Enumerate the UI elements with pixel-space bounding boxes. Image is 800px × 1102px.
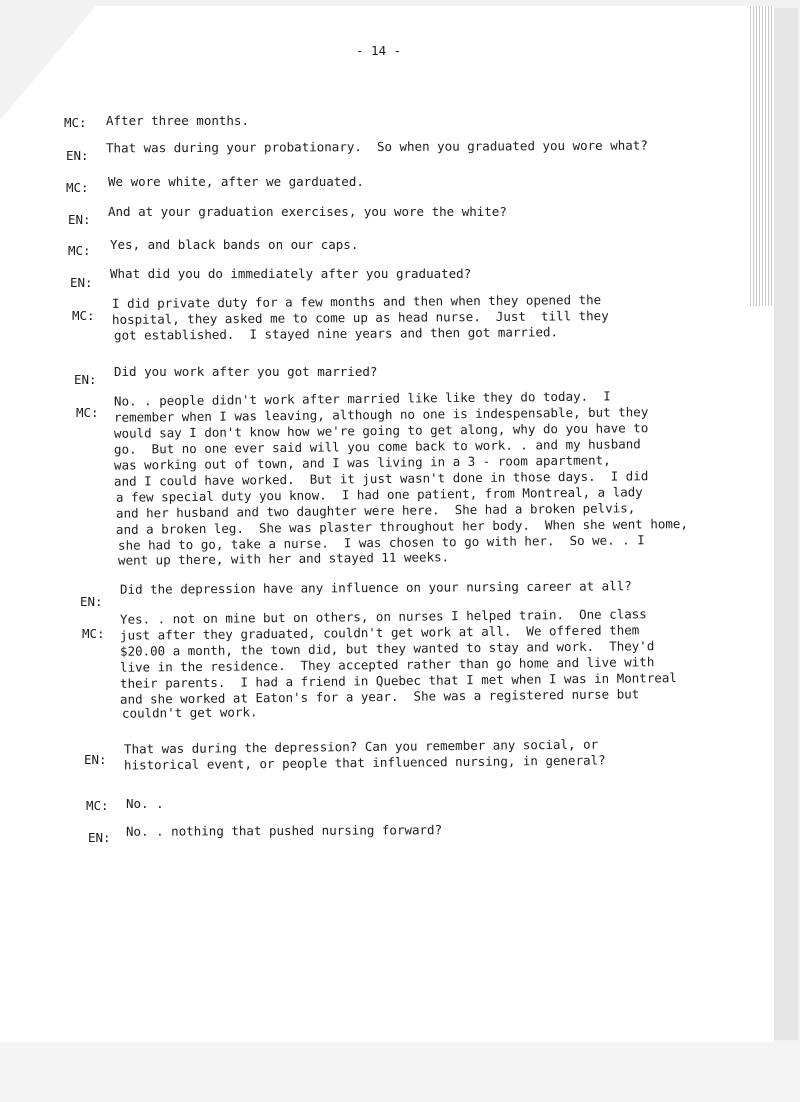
transcript-line: $20.00 a month, the town did, but they wanted to stay and work. They'd bbox=[119, 638, 655, 659]
transcript-line: would say I don't know how we're going to get along, why do you have to bbox=[113, 420, 649, 441]
transcript-line: We wore white, after we garduated. bbox=[108, 174, 364, 189]
transcript-line: and she worked at Eaton's for a year. She was a registered nurse but bbox=[119, 686, 640, 707]
transcript-line: their parents. I had a friend in Quebec that I met when I was in Montreal bbox=[119, 670, 677, 691]
transcript-line: And at your graduation exercises, you wore the white? bbox=[108, 204, 507, 219]
transcript-line: and a broken leg. She was plaster throughout her body. When she went home, bbox=[115, 516, 689, 537]
transcript-line: go. But no one ever said will you come back to work. . and my husband bbox=[113, 436, 641, 457]
speaker-label: MC: bbox=[72, 308, 95, 323]
transcript-line: What did you do immediately after you graduated? bbox=[110, 266, 472, 281]
transcript-line: went up there, with her and stayed 11 weeks. bbox=[117, 549, 450, 568]
speaker-label: MC: bbox=[68, 243, 91, 258]
speaker-label: MC: bbox=[64, 115, 87, 130]
page-edge-lines bbox=[748, 6, 774, 306]
speaker-label: EN: bbox=[70, 275, 93, 290]
speaker-label: EN: bbox=[74, 372, 97, 387]
transcript-line: Yes. . not on mine but on others, on nurses I helped train. One class bbox=[119, 606, 647, 627]
transcript-line: couldn't get work. bbox=[121, 704, 258, 721]
transcript-line: hospital, they asked me to come up as head nurse. Just till they bbox=[111, 308, 609, 327]
transcript-line: and her husband and two daughter were here. She had a broken pelvis, bbox=[115, 500, 636, 521]
transcript-line: No. . bbox=[126, 796, 164, 811]
transcript-line: got established. I stayed nine years and then got married. bbox=[113, 324, 559, 343]
speaker-label: MC: bbox=[86, 798, 109, 813]
speaker-label: MC: bbox=[66, 180, 89, 195]
transcript-line: After three months. bbox=[106, 113, 249, 128]
transcript-line: Did you work after you got married? bbox=[114, 364, 378, 379]
transcript-line: remember when I was leaving, although no one is indespensable, but they bbox=[113, 404, 649, 425]
speaker-label: MC: bbox=[76, 405, 99, 420]
transcript-line: No. . nothing that pushed nursing forward? bbox=[125, 822, 443, 839]
transcript-line: historical event, or people that influenced nursing, in general? bbox=[123, 752, 606, 773]
speaker-label: EN: bbox=[84, 752, 107, 767]
speaker-label: EN: bbox=[80, 594, 103, 609]
scan-bottom-margin bbox=[0, 1042, 800, 1102]
speaker-label: EN: bbox=[68, 212, 91, 227]
speaker-label: MC: bbox=[82, 626, 105, 641]
transcript-line: was working out of town, and I was living in a 3 - room apartment, bbox=[113, 452, 611, 473]
speaker-label: EN: bbox=[88, 830, 111, 845]
transcript-line: just after they graduated, couldn't get work at all. We offered them bbox=[119, 622, 640, 643]
transcript-line: and I could have worked. But it just wasn't done in those days. I did bbox=[113, 468, 649, 489]
transcript-line: No. . people didn't work after married like like they do today. I bbox=[113, 388, 611, 409]
speaker-label: EN: bbox=[66, 148, 89, 163]
transcript-line: That was during the depression? Can you remember any social, or bbox=[123, 736, 599, 757]
transcript-line: That was during your probationary. So when you graduated you wore what? bbox=[105, 137, 648, 156]
transcript-line: she had to go, take a nurse. I was chosen to go with her. So we. . I bbox=[117, 532, 645, 553]
transcript-line: a few special duty you know. I had one patient, from Montreal, a lady bbox=[115, 484, 643, 505]
transcript-line: live in the residence. They accepted rather than go home and live with bbox=[119, 654, 655, 675]
transcript-line: I did private duty for a few months and then when they opened the bbox=[111, 292, 602, 311]
transcript-line: Did the depression have any influence on your nursing career at all? bbox=[119, 578, 632, 597]
page-number: - 14 - bbox=[356, 43, 402, 58]
transcript-line: Yes, and black bands on our caps. bbox=[110, 237, 359, 252]
